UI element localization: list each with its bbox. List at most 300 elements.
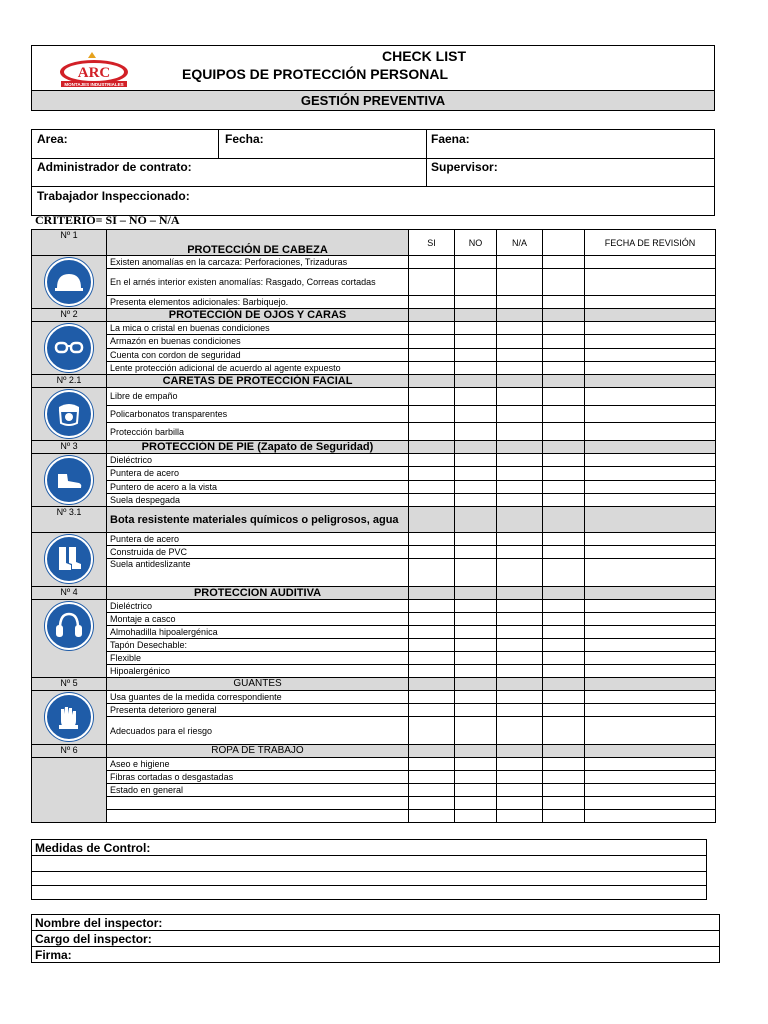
extra-cell[interactable] [543, 493, 585, 506]
checklist-item-row [32, 322, 716, 335]
title-line1: CHECK LIST [382, 48, 466, 64]
subtitle-bar [31, 90, 715, 111]
title-line2: EQUIPOS DE PROTECCIÓN PERSONAL [182, 66, 449, 82]
section-number: Nº 3.1 [32, 507, 107, 533]
inspector-cargo-field[interactable]: Cargo del inspector: [32, 931, 720, 947]
item-text: Puntero de acero a la vista [107, 480, 409, 493]
no-checkbox[interactable] [455, 467, 497, 480]
checklist-item-row [32, 691, 716, 704]
header-blank-cell [543, 745, 585, 758]
item-text: Tapón Desechable: [107, 639, 409, 652]
si-checkbox[interactable] [409, 717, 455, 745]
logo-text: ARC [77, 65, 111, 81]
section-header-row [32, 745, 716, 758]
form-header [31, 45, 715, 91]
extra-cell[interactable] [543, 269, 585, 296]
item-text: Dieléctrico [107, 600, 409, 613]
item-text: Existen anomalías en la carcaza: Perforaciones, Trizaduras [107, 256, 409, 269]
no-checkbox[interactable] [455, 322, 497, 335]
header-blank-cell [497, 587, 543, 600]
header-blank-cell [497, 678, 543, 691]
no-checkbox[interactable] [455, 493, 497, 506]
trabajador-field[interactable]: Trabajador Inspeccionado: [37, 189, 190, 203]
no-checkbox[interactable] [455, 691, 497, 704]
item-text: Flexible [107, 652, 409, 665]
section-title: PROTECCIÓN DE OJOS Y CARAS [107, 309, 409, 322]
checklist-item-row [32, 269, 716, 296]
info-section [31, 129, 715, 216]
no-checkbox[interactable] [455, 361, 497, 374]
header-blank-cell [409, 745, 455, 758]
header-blank-cell [585, 587, 716, 600]
si-checkbox[interactable] [409, 559, 455, 587]
fecha-revision-cell[interactable] [585, 600, 716, 613]
col-header-fecha: FECHA DE REVISIÓN [585, 230, 716, 256]
item-text: Protección barbilla [107, 423, 409, 441]
fecha-revision-cell[interactable] [585, 348, 716, 361]
checklist-item-row [32, 600, 716, 613]
header-blank-cell [455, 375, 497, 388]
criterio-label: CRITERIO= SI – NO – N/A [35, 213, 180, 227]
fecha-revision-cell[interactable] [585, 533, 716, 546]
na-checkbox[interactable] [497, 771, 543, 784]
extra-cell[interactable] [543, 388, 585, 406]
na-checkbox[interactable] [497, 388, 543, 406]
si-checkbox[interactable] [409, 758, 455, 771]
no-checkbox[interactable] [455, 335, 497, 348]
section-header-row [32, 375, 716, 388]
item-text: Montaje a casco [107, 613, 409, 626]
na-checkbox[interactable] [497, 405, 543, 423]
no-checkbox[interactable] [455, 546, 497, 559]
area-field[interactable]: Area: [37, 132, 68, 146]
header-blank-cell [497, 745, 543, 758]
si-checkbox[interactable] [409, 613, 455, 626]
header-blank-cell [455, 587, 497, 600]
item-text: Construida de PVC [107, 546, 409, 559]
header-blank-cell [409, 678, 455, 691]
col-header-si: SI [409, 230, 455, 256]
checklist-item-row [32, 626, 716, 639]
section-icon-cell [32, 533, 107, 587]
header-blank-cell [585, 507, 716, 533]
header-blank-cell [585, 678, 716, 691]
item-text [107, 810, 409, 823]
header-blank-cell [497, 441, 543, 454]
extra-cell[interactable] [543, 405, 585, 423]
na-checkbox[interactable] [497, 810, 543, 823]
item-text: Armazón en buenas condiciones [107, 335, 409, 348]
si-checkbox[interactable] [409, 467, 455, 480]
si-checkbox[interactable] [409, 639, 455, 652]
medidas-label: Medidas de Control: [32, 840, 707, 856]
si-checkbox[interactable] [409, 665, 455, 678]
face-shield-icon [45, 390, 93, 438]
no-checkbox[interactable] [455, 348, 497, 361]
checklist-item-row [32, 797, 716, 810]
fecha-revision-cell[interactable] [585, 639, 716, 652]
extra-cell[interactable] [543, 348, 585, 361]
item-text: Libre de empaño [107, 388, 409, 406]
na-checkbox[interactable] [497, 797, 543, 810]
section-number: Nº 2 [32, 309, 107, 322]
logo-subtext: MONTAJES INDUSTRIALES [64, 82, 124, 87]
checklist-item-row [32, 758, 716, 771]
section-header-row [32, 230, 716, 256]
no-checkbox[interactable] [455, 613, 497, 626]
si-checkbox[interactable] [409, 423, 455, 441]
na-checkbox[interactable] [497, 322, 543, 335]
item-text: Presenta elementos adicionales: Barbiquejo. [107, 295, 409, 308]
section-icon-cell [32, 600, 107, 678]
fecha-revision-cell[interactable] [585, 758, 716, 771]
si-checkbox[interactable] [409, 335, 455, 348]
no-checkbox[interactable] [455, 652, 497, 665]
gloves-icon [45, 693, 93, 741]
no-checkbox[interactable] [455, 797, 497, 810]
section-header-row [32, 587, 716, 600]
fecha-revision-cell[interactable] [585, 784, 716, 797]
si-checkbox[interactable] [409, 704, 455, 717]
na-checkbox[interactable] [497, 559, 543, 587]
checklist-item-row [32, 639, 716, 652]
supervisor-field[interactable]: Supervisor: [431, 160, 498, 174]
section-icon-cell [32, 758, 107, 823]
extra-cell[interactable] [543, 559, 585, 587]
checklist-item-row [32, 810, 716, 823]
extra-cell[interactable] [543, 613, 585, 626]
si-checkbox[interactable] [409, 652, 455, 665]
no-checkbox[interactable] [455, 454, 497, 467]
fecha-revision-cell[interactable] [585, 626, 716, 639]
si-checkbox[interactable] [409, 295, 455, 308]
fecha-revision-cell[interactable] [585, 704, 716, 717]
si-checkbox[interactable] [409, 600, 455, 613]
checklist-item-row [32, 546, 716, 559]
no-checkbox[interactable] [455, 810, 497, 823]
na-checkbox[interactable] [497, 335, 543, 348]
si-checkbox[interactable] [409, 797, 455, 810]
na-checkbox[interactable] [497, 480, 543, 493]
item-text: Fibras cortadas o desgastadas [107, 771, 409, 784]
fecha-revision-cell[interactable] [585, 322, 716, 335]
item-text: Suela despegada [107, 493, 409, 506]
fecha-revision-cell[interactable] [585, 717, 716, 745]
checklist-item-row [32, 256, 716, 269]
item-text: Cuenta con cordon de seguridad [107, 348, 409, 361]
header-blank-cell [409, 507, 455, 533]
section-icon-cell [32, 322, 107, 375]
checklist-item-row [32, 613, 716, 626]
section-title: PROTECCIÓN DE PIE (Zapato de Seguridad) [107, 441, 409, 454]
fecha-revision-cell[interactable] [585, 665, 716, 678]
si-checkbox[interactable] [409, 480, 455, 493]
extra-cell[interactable] [543, 810, 585, 823]
si-checkbox[interactable] [409, 771, 455, 784]
no-checkbox[interactable] [455, 388, 497, 406]
fecha-revision-cell[interactable] [585, 691, 716, 704]
item-text: Puntera de acero [107, 467, 409, 480]
extra-cell[interactable] [543, 626, 585, 639]
header-blank-cell [585, 745, 716, 758]
header-blank-cell [497, 309, 543, 322]
na-checkbox[interactable] [497, 704, 543, 717]
goggles-icon [45, 324, 93, 372]
section-header-row [32, 507, 716, 533]
header-blank-cell [409, 375, 455, 388]
na-checkbox[interactable] [497, 295, 543, 308]
na-checkbox[interactable] [497, 717, 543, 745]
si-checkbox[interactable] [409, 454, 455, 467]
extra-cell[interactable] [543, 600, 585, 613]
extra-cell[interactable] [543, 797, 585, 810]
checklist-item-row [32, 388, 716, 406]
fecha-revision-cell[interactable] [585, 467, 716, 480]
extra-cell[interactable] [543, 295, 585, 308]
item-text: Policarbonatos transparentes [107, 405, 409, 423]
section-number: Nº 5 [32, 678, 107, 691]
item-text: Estado en general [107, 784, 409, 797]
checklist-item-row [32, 454, 716, 467]
na-checkbox[interactable] [497, 269, 543, 296]
item-text: Hipoalergénico [107, 665, 409, 678]
extra-cell[interactable] [543, 652, 585, 665]
fecha-revision-cell[interactable] [585, 480, 716, 493]
no-checkbox[interactable] [455, 626, 497, 639]
na-checkbox[interactable] [497, 423, 543, 441]
medidas-line[interactable] [32, 856, 707, 872]
header-blank-cell [585, 309, 716, 322]
header-blank-cell [585, 375, 716, 388]
na-checkbox[interactable] [497, 665, 543, 678]
na-checkbox[interactable] [497, 533, 543, 546]
faena-field[interactable]: Faena: [431, 132, 470, 146]
no-checkbox[interactable] [455, 704, 497, 717]
na-checkbox[interactable] [497, 613, 543, 626]
si-checkbox[interactable] [409, 810, 455, 823]
header-blank-cell [455, 678, 497, 691]
checklist-item-row [32, 361, 716, 374]
header-blank-cell [409, 309, 455, 322]
section-icon-cell [32, 388, 107, 441]
inspector-firma-field[interactable]: Firma: [32, 947, 720, 963]
na-checkbox[interactable] [497, 758, 543, 771]
na-checkbox[interactable] [497, 256, 543, 269]
section-icon-cell [32, 454, 107, 507]
fecha-revision-cell[interactable] [585, 493, 716, 506]
inspector-name-field[interactable]: Nombre del inspector: [32, 915, 720, 931]
section-icon-cell [32, 691, 107, 745]
extra-cell[interactable] [543, 691, 585, 704]
item-text: Suela antideslizante [107, 559, 409, 587]
extra-cell[interactable] [543, 784, 585, 797]
medidas-line[interactable] [32, 872, 707, 886]
na-checkbox[interactable] [497, 639, 543, 652]
header-blank-cell [543, 375, 585, 388]
na-checkbox[interactable] [497, 600, 543, 613]
no-checkbox[interactable] [455, 423, 497, 441]
fecha-revision-cell[interactable] [585, 559, 716, 587]
si-checkbox[interactable] [409, 348, 455, 361]
si-checkbox[interactable] [409, 388, 455, 406]
no-checkbox[interactable] [455, 405, 497, 423]
checklist-item-row [32, 665, 716, 678]
extra-cell[interactable] [543, 322, 585, 335]
si-checkbox[interactable] [409, 405, 455, 423]
fecha-revision-cell[interactable] [585, 771, 716, 784]
col-header-no: NO [455, 230, 497, 256]
extra-cell[interactable] [543, 335, 585, 348]
extra-cell[interactable] [543, 639, 585, 652]
extra-cell[interactable] [543, 480, 585, 493]
no-checkbox[interactable] [455, 269, 497, 296]
checklist-item-row [32, 423, 716, 441]
item-text: Almohadilla hipoalergénica [107, 626, 409, 639]
extra-cell[interactable] [543, 423, 585, 441]
no-checkbox[interactable] [455, 480, 497, 493]
fecha-revision-cell[interactable] [585, 810, 716, 823]
fecha-revision-cell[interactable] [585, 797, 716, 810]
checklist-item-row [32, 533, 716, 546]
item-text: Dieléctrico [107, 454, 409, 467]
si-checkbox[interactable] [409, 493, 455, 506]
subtitle: GESTIÓN PREVENTIVA [300, 93, 446, 108]
si-checkbox[interactable] [409, 322, 455, 335]
na-checkbox[interactable] [497, 361, 543, 374]
section-number: Nº 2.1 [32, 375, 107, 388]
ear-protection-icon [45, 602, 93, 650]
fecha-revision-cell[interactable] [585, 423, 716, 441]
section-number: Nº 4 [32, 587, 107, 600]
fecha-field[interactable]: Fecha: [225, 132, 264, 146]
si-checkbox[interactable] [409, 256, 455, 269]
item-text: Usa guantes de la medida correspondiente [107, 691, 409, 704]
na-checkbox[interactable] [497, 652, 543, 665]
fecha-revision-cell[interactable] [585, 256, 716, 269]
fecha-revision-cell[interactable] [585, 652, 716, 665]
no-checkbox[interactable] [455, 665, 497, 678]
extra-cell[interactable] [543, 665, 585, 678]
na-checkbox[interactable] [497, 546, 543, 559]
na-checkbox[interactable] [497, 348, 543, 361]
header-blank-cell [543, 507, 585, 533]
no-checkbox[interactable] [455, 639, 497, 652]
admin-field[interactable]: Administrador de contrato: [37, 160, 192, 174]
na-checkbox[interactable] [497, 784, 543, 797]
boots-icon [45, 535, 93, 583]
na-checkbox[interactable] [497, 467, 543, 480]
section-title: PROTECCION AUDITIVA [107, 587, 409, 600]
header-blank-cell [543, 309, 585, 322]
extra-cell[interactable] [543, 758, 585, 771]
fecha-revision-cell[interactable] [585, 613, 716, 626]
header-blank-cell [543, 587, 585, 600]
si-checkbox[interactable] [409, 533, 455, 546]
fecha-revision-cell[interactable] [585, 295, 716, 308]
section-title: CARETAS DE PROTECCIÓN FACIAL [107, 375, 409, 388]
section-number: Nº 1 [32, 230, 107, 256]
extra-cell[interactable] [543, 704, 585, 717]
checklist-item-row [32, 559, 716, 587]
si-checkbox[interactable] [409, 269, 455, 296]
col-header-na: N/A [497, 230, 543, 256]
fecha-revision-cell[interactable] [585, 546, 716, 559]
no-checkbox[interactable] [455, 758, 497, 771]
medidas-line[interactable] [32, 886, 707, 900]
extra-cell[interactable] [543, 256, 585, 269]
no-checkbox[interactable] [455, 600, 497, 613]
extra-cell[interactable] [543, 717, 585, 745]
header-blank-cell [497, 507, 543, 533]
extra-cell[interactable] [543, 533, 585, 546]
checklist-item-row [32, 652, 716, 665]
header-blank-cell [585, 441, 716, 454]
extra-cell[interactable] [543, 454, 585, 467]
header-blank-cell [455, 309, 497, 322]
checklist-item-row [32, 493, 716, 506]
section-number: Nº 3 [32, 441, 107, 454]
na-checkbox[interactable] [497, 493, 543, 506]
inspector-table [31, 914, 720, 963]
no-checkbox[interactable] [455, 559, 497, 587]
extra-cell[interactable] [543, 467, 585, 480]
extra-cell[interactable] [543, 771, 585, 784]
no-checkbox[interactable] [455, 533, 497, 546]
fecha-revision-cell[interactable] [585, 454, 716, 467]
checklist-item-row [32, 704, 716, 717]
fecha-revision-cell[interactable] [585, 269, 716, 296]
checklist-item-row [32, 480, 716, 493]
checklist-item-row [32, 348, 716, 361]
fecha-revision-cell[interactable] [585, 361, 716, 374]
extra-cell[interactable] [543, 361, 585, 374]
fecha-revision-cell[interactable] [585, 388, 716, 406]
item-text: Puntera de acero [107, 533, 409, 546]
si-checkbox[interactable] [409, 784, 455, 797]
si-checkbox[interactable] [409, 361, 455, 374]
col-header-blank [543, 230, 585, 256]
helmet-icon [45, 258, 93, 306]
company-logo [58, 50, 130, 88]
no-checkbox[interactable] [455, 295, 497, 308]
no-checkbox[interactable] [455, 784, 497, 797]
section-title: ROPA DE TRABAJO [107, 745, 409, 758]
si-checkbox[interactable] [409, 691, 455, 704]
section-title: GUANTES [107, 678, 409, 691]
na-checkbox[interactable] [497, 691, 543, 704]
medidas-table [31, 839, 707, 900]
na-checkbox[interactable] [497, 626, 543, 639]
no-checkbox[interactable] [455, 771, 497, 784]
checklist-item-row [32, 784, 716, 797]
section-header-row [32, 441, 716, 454]
fecha-revision-cell[interactable] [585, 335, 716, 348]
no-checkbox[interactable] [455, 717, 497, 745]
no-checkbox[interactable] [455, 256, 497, 269]
fecha-revision-cell[interactable] [585, 405, 716, 423]
extra-cell[interactable] [543, 546, 585, 559]
section-title: PROTECCIÓN DE CABEZA [107, 230, 409, 256]
header-blank-cell [543, 441, 585, 454]
header-blank-cell [455, 745, 497, 758]
item-text: Presenta deterioro general [107, 704, 409, 717]
section-icon-cell [32, 256, 107, 309]
checklist-item-row [32, 405, 716, 423]
si-checkbox[interactable] [409, 626, 455, 639]
si-checkbox[interactable] [409, 546, 455, 559]
item-text: En el arnés interior existen anomalías: Rasgado, Correas cortadas [107, 269, 409, 296]
na-checkbox[interactable] [497, 454, 543, 467]
